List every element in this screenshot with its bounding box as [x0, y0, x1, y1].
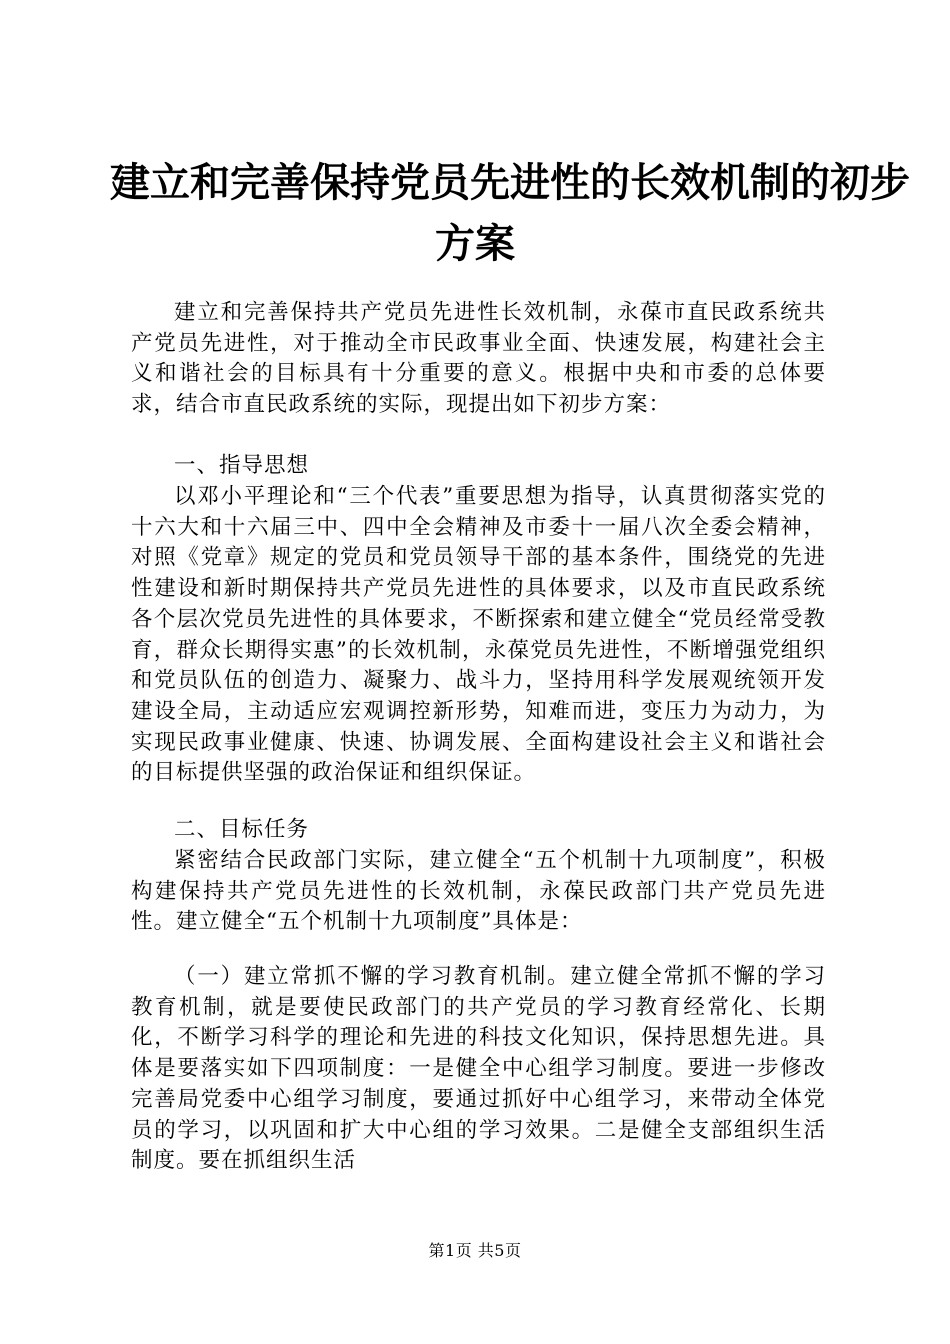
- page-footer: 第1页 共5页: [428, 1241, 522, 1260]
- guiding-ideology-paragraph: 以邓小平理论和“三个代表”重要思想为指导，认真贯彻落实党的十六大和十六届三中、四中全会精神及市委十一届八次全委会精神，对照《党章》规定的党员和党员领导干部的基本条件，围绕党的先进性建设和新时期保持共产党员先进性的具体要求，以及市直民政系统各个层次党员先进性的具体要求，不断探索和建立健全“党员经常受教育，群众长期得实惠”的长效机制，永葆党员先进性，不断增强党组织和党员队伍的创造力、凝聚力、战斗力，坚持用科学发展观统领开发建设全局，主动适应宏观调控新形势，知难而进，变压力为动力，为实现民政事业健康、快速、协调发展、全面构建设社会主义和谐社会的目标提供坚强的政治保证和组织保证。: [131, 484, 826, 786]
- section-heading-goals-tasks: 二、目标任务: [174, 817, 310, 842]
- section-heading-guiding-ideology: 一、指导思想: [174, 453, 310, 478]
- document-title-line-1: 建立和完善保持党员先进性的长效机制的初步: [110, 159, 910, 206]
- learning-mechanism-paragraph: （一）建立常抓不懈的学习教育机制。建立健全常抓不懈的学习教育机制，就是要使民政部门的共产党员的学习教育经常化、长期化，不断学习科学的理论和先进的科技文化知识，保持思想先进。具体是要落实如下四项制度：一是健全中心组学习制度。要进一步修改完善局党委中心组学习制度，要通过抓好中心组学习，来带动全体党员的学习，以巩固和扩大中心组的学习效果。二是健全支部组织生活制度。要在抓组织生活: [131, 964, 826, 1174]
- intro-paragraph: 建立和完善保持共产党员先进性长效机制，永葆市直民政系统共产党员先进性，对于推动全市民政事业全面、快速发展，构建社会主义和谐社会的目标具有十分重要的意义。根据中央和市委的总体要求，结合市直民政系统的实际，现提出如下初步方案：: [131, 300, 826, 418]
- document-title-line-2: 方案: [435, 220, 515, 267]
- goals-tasks-paragraph: 紧密结合民政部门实际，建立健全“五个机制十九项制度”，积极构建保持共产党员先进性的长效机制，永葆民政部门共产党员先进性。建立健全“五个机制十九项制度”具体是：: [131, 848, 826, 935]
